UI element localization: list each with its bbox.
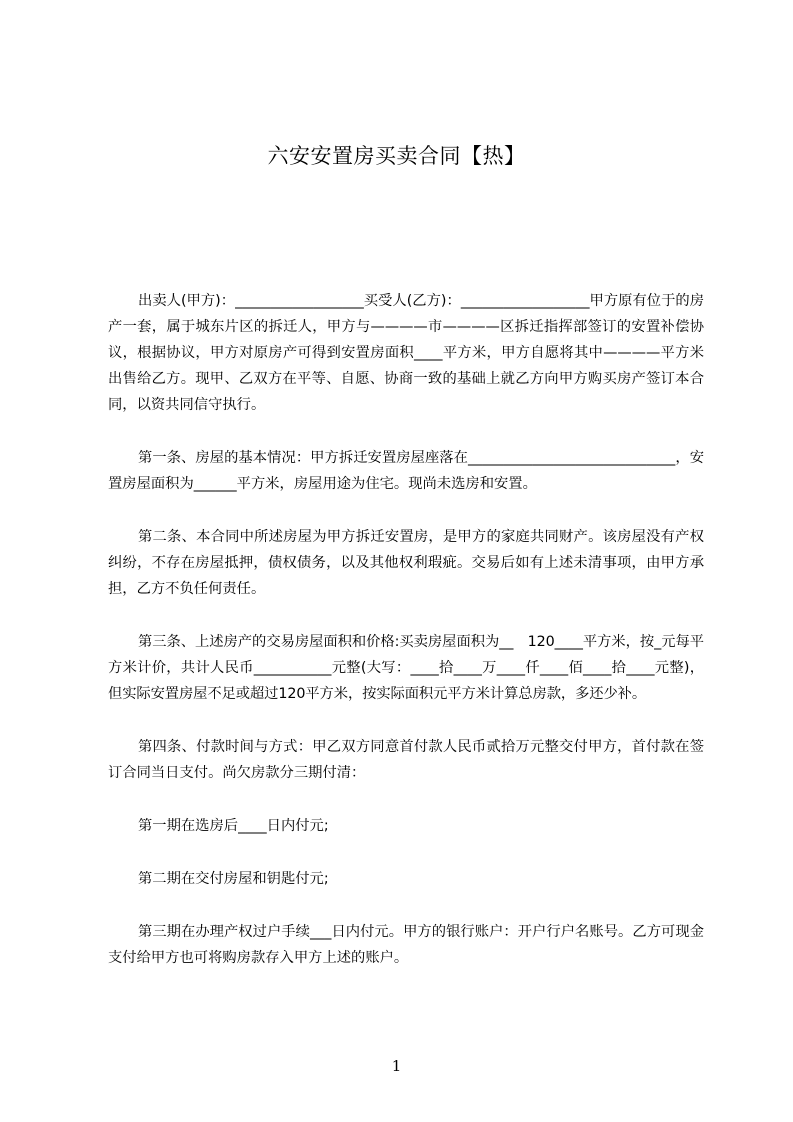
article-3-paragraph: 第三条、上述房产的交易房屋面积和价格:买卖房屋面积为__ 120____平方米，按_元每平方米计价，共计人民币___________元整(大写：____拾____万____仟____佰____拾____元整)，但实际安置房屋不足或超过120平方米，按实际面积元平方米计算总房款，多还少补。 <box>108 634 704 702</box>
payment-phase-2: 第二期在交付房屋和钥匙付元; <box>138 871 329 887</box>
payment-phase-1: 第一期在选房后____日内付元; <box>138 818 329 834</box>
payment-phase-3: 第三期在办理产权过户手续___日内付元。甲方的银行账户：开户行户名账号。乙方可现金支付给甲方也可将购房款存入甲方上述的账户。 <box>108 924 704 966</box>
preamble-paragraph: 出卖人(甲方)：__________________买受人(乙方)：__________________甲方原有位于的房产一套，属于城东片区的拆迁人，甲方与————市————区拆迁指挥部签订的安置补偿协议，根据协议，甲方对原房产可得到安置房面积____平方米，甲方自愿将其中————平方米出售给乙方。现甲、乙双方在平等、自愿、协商一致的基础上就乙方向甲方购买房产签订本合同，以资共同信守执行。 <box>108 293 704 413</box>
document-title: 六安安置房买卖合同【热】 <box>267 144 526 168</box>
article-2-paragraph: 第二条、本合同中所述房屋为甲方拆迁安置房，是甲方的家庭共同财产。该房屋没有产权纠纷，不存在房屋抵押，债权债务，以及其他权利瑕疵。交易后如有上述未清事项，由甲方承担，乙方不负任何责任。 <box>108 529 704 597</box>
contract-body <box>108 288 704 971</box>
article-4-paragraph: 第四条、付款时间与方式：甲乙双方同意首付款人民币贰拾万元整交付甲方，首付款在签订合同当日支付。尚欠房款分三期付清： <box>108 739 704 781</box>
article-1-paragraph: 第一条、房屋的基本情况：甲方拆迁安置房屋座落在_____________________________，安置房屋面积为______平方米，房屋用途为住宅。现尚未选房和安置。 <box>108 450 704 492</box>
page-number: 1 <box>391 1057 402 1075</box>
